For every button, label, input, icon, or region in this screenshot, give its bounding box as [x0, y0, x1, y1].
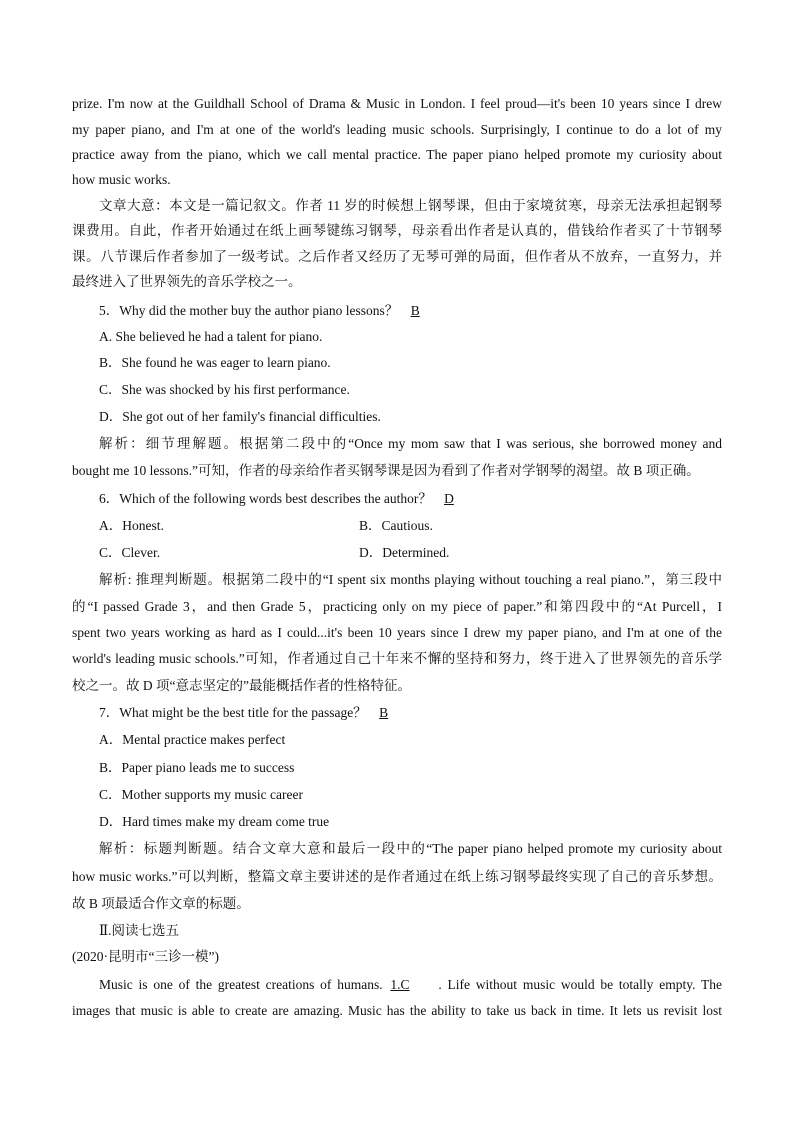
passage-line: images that music is able to create are amazing. Music has the ability to take us back in time. It lets us revisit lost [72, 1003, 722, 1018]
summary-line: 课费用。自此，作者开始通过在纸上画琴键练习钢琴，母亲看出作者是认真的，借钱给作者买了十节钢琴 [72, 223, 722, 238]
analysis-line: bought me 10 lessons.”可知，作者的母亲给作者买钢琴课是因为看到了作者对学钢琴的渴望。故 B 项正确。 [72, 463, 700, 478]
option-c: C．Clever. [99, 545, 161, 560]
option-d: D．Determined. [359, 545, 450, 560]
option-a: A. She believed he had a talent for piano. [99, 329, 323, 344]
analysis-line: 解析：细节理解题。根据第二段中的“Once my mom saw that I was serious, she borrowed money and [99, 436, 722, 451]
analysis-line: 校之一。故 D 项“意志坚定的”最能概括作者的性格特征。 [72, 678, 411, 693]
answer-blank: D [444, 491, 454, 506]
option-c: C．Mother supports my music career [99, 787, 303, 802]
summary-line: 最终进入了世界领先的音乐学校之一。 [72, 274, 302, 289]
passage-line: prize. I'm now at the Guildhall School of Drama & Music in London. I feel proud—it's been 10 years since I drew [72, 96, 722, 111]
question-stem: 6．Which of the following words best describes the author？ [99, 491, 432, 506]
passage-text: Music is one of the greatest creations of humans. [99, 977, 389, 992]
passage-line: practice away from the piano, which we call mental practice. The paper piano helped promote my curiosity about [72, 147, 722, 162]
analysis-line: 解析: 推理判断题。根据第二段中的“I spent six months playing without touching a real piano.”，第三段中 [99, 572, 722, 587]
option-c: C．She was shocked by his first performance. [99, 382, 350, 397]
analysis-line: 的“I passed Grade 3，and then Grade 5，practicing only on my piece of paper.”和第四段中的“At Purcell，I [72, 599, 722, 614]
passage-text: . Life without music would be totally empty. The [438, 977, 722, 992]
option-d: D．Hard times make my dream come true [99, 814, 330, 829]
question-stem: 5．Why did the mother buy the author piano lessons？ [99, 303, 399, 318]
analysis-line: 故 B 项最适合作文章的标题。 [72, 896, 250, 911]
option-b: B．Cautious. [359, 518, 433, 533]
analysis-line: spent two years working as hard as I could...it's been 10 years since I drew my paper piano, and I'm at one of the [72, 625, 722, 640]
summary-line: 文章大意：本文是一篇记叙文。作者 11 岁的时候想上钢琴课，但由于家境贫寒，母亲无法承担起钢琴 [99, 198, 722, 213]
answer-blank: B [410, 303, 420, 318]
analysis-line: world's leading music schools.”可知，作者通过自己十年来不懈的坚持和努力，终于进入了世界领先的音乐学 [72, 651, 722, 666]
analysis-line: 解析：标题判断题。结合文章大意和最后一段中的“The paper piano helped promote my curiosity about [99, 841, 722, 856]
passage-line [99, 976, 722, 994]
section-source: (2020·昆明市“三诊一模”) [72, 949, 219, 964]
option-b: B．She found he was eager to learn piano. [99, 355, 331, 370]
passage-line: how music works. [72, 172, 171, 187]
passage-line: my paper piano, and I'm at one of the world's leading music schools. Surprisingly, I continue to do a lot of my [72, 122, 722, 137]
analysis-line: how music works.”可以判断，整篇文章主要讲述的是作者通过在纸上练习钢琴最终实现了自己的音乐梦想。 [72, 869, 722, 884]
question-6-stem [99, 490, 722, 508]
answer-blank: 1.C [390, 977, 410, 992]
summary-line: 课。八节课后作者参加了一级考试。之后作者又经历了无琴可弹的局面，但作者从不放弃，一直努力，并 [72, 249, 722, 264]
option-a: A．Mental practice makes perfect [99, 732, 286, 747]
question-5-stem [99, 302, 722, 320]
question-7-stem [99, 704, 722, 722]
answer-blank: B [379, 705, 389, 720]
question-stem: 7．What might be the best title for the passage？ [99, 705, 367, 720]
option-a: A．Honest. [99, 518, 164, 533]
section-heading: Ⅱ.阅读七选五 [99, 923, 180, 938]
option-b: B．Paper piano leads me to success [99, 760, 295, 775]
option-d: D．She got out of her family's financial difficulties. [99, 409, 381, 424]
